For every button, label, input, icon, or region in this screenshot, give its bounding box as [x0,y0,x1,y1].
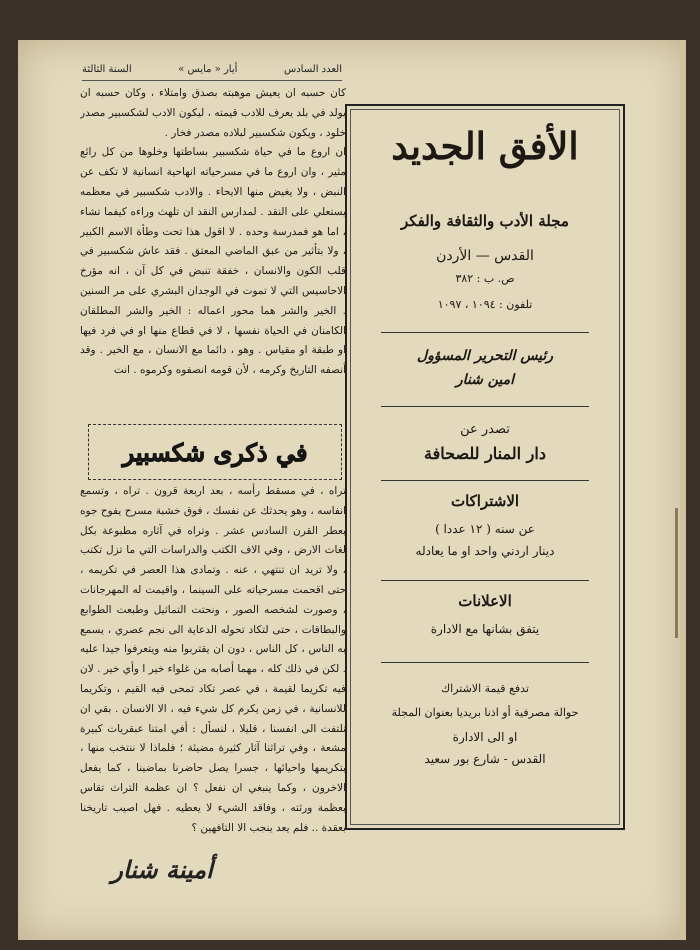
divider [381,580,589,581]
issue-number: العدد السادس [284,63,342,75]
payment-line: تدفع قيمة الاشتراك [441,682,529,695]
ads-text: يتفق بشانها مع الادارة [430,622,540,636]
magazine-title: الأفق الجديد [391,124,579,168]
payment-line: او الى الادارة [452,730,518,744]
masthead-box [345,104,625,830]
payment-line: القدس - شارع بور سعيد [424,752,546,766]
divider [381,662,589,663]
article-column-bottom [80,482,346,842]
editor-name: امين شنار [455,372,515,388]
article-title-box [88,424,342,480]
article-column-top [80,84,346,422]
ads-title: الاعلانات [458,592,512,610]
published-by-label: تصدر عن [460,422,510,437]
publisher-name: دار المنار للصحافة [424,444,546,463]
issue-year: السنة الثالثة [82,63,132,75]
issue-header [82,58,342,81]
issue-date: أيار « مايس » [178,63,238,75]
article-paragraph: تراه ، في مسقط رأسه ، بعد اربعة قرون . تراه ، وتسمع انفاسه ، وهو يحدثك عن نفسك ، فوق خشبة مسرح يفوح جوه بعطر القرن السادس عشر . وتراه في آثاره مطبوعة بكل لغات الارض ، وفي الاف الكتب والدراسات التي ما تزل تكتب ، ولا تريد ان تنتهي ، عنه . وتمادى هذا العصر في تكريمه ، حتى اقحمت مسرحياته على السينما ، واقيمت له المهرجانات ، وصورت لشخصه الصور ، ونحتت التماثيل وطبعت الطوابع والبطاقات ، حتى لتكاد تحوله الدعاية الى نجم عصري ، يسمع به الناس ، كل الناس ، دون ان يقتربوا منه ويتعرفوا جيدا عليه . لكن في ذلك كله ، مهما أصابه من غلواء خير ا وأي خير . لان فيه تكريما لقيمة ، في عصر تكاد تمحى فيه القيم ، وتكريما للانسانية ، في زمن يكرم كل شيء فيه ، الا الانسان . بقي ان نلتفت الى انفسنا ، قليلا ، لنسأل : أفي امتنا عبقريات كبيرة مشعة ، وفي تراثنا آثار كثيرة مضيئة ؛ فلماذا لا ننتخب منها ، بتكريمها واحيائها ، جسرا يصل حاضرنا بماضينا ، كما يفعل الاخرون ، وكما ينبغي ان نفعل ؟ ان عظمة التراث تقاس بعظمة ورثته ، وفاقد الشيء لا يعطيه . فهل اصيب تاريخنا بعقدة .. فلم يعد ينجب الا التافهين ؟ [80,485,346,834]
subscriptions-price: دينار اردني واحد او ما يعادله [415,544,555,558]
city-line: القدس — الأردن [436,248,534,264]
editor-label: رئيس التحرير المسؤول [416,348,554,364]
divider [381,406,589,407]
author-signature: أمينة شنار [111,854,213,884]
phone-line: تلفون : ١٠٩٤ ، ١٠٩٧ [437,298,533,311]
divider [381,332,589,333]
article-paragraph: ان اروع ما في حياة شكسبير بساطتها وخلوها من كل رائع مثير ، وان اروع ما في مسرحياته انهاحية انسانية لا تكف عن النبض ، ولا يغيض منها الايحاء . والادب شكسبير في معظمه يستعلي على النقد . لمدارس النقد ان تلهث وراءه كيفما تشاء ، اما هو فمدرسة وحده . لا اقول هذا تحت وطأة الاسم الكبير ، ولا بتأثير من عبق الماضي المعتق . فقد عاش شكسبير في قلب الكون والانسان ، خفقة تنبض في كل آن ، انه مؤرخ الاحاسيس التي لا تموت في الوجدان البشري على مر السنين . الخير والشر هما محور اعماله : الخير والشر المطلقان الكامنان في الحياة نفسها ، لا في قطاع منها او في فرد فيها او طبقة او مقياس . وهو ، دائما مع الانسان ، مع الخير . وقد أنصفه التاريخ وكرمه ، لأن قومه انصفوه وكرموه . انت [80,146,346,377]
subscriptions-detail: عن سنه ( ١٢ عددا ) [435,522,535,536]
article-paragraph: كان حسبه ان يعيش موهبته بصدق وامتلاء ، وكان حسبه ان يولد في بلد يعرف للادب قيمته ، ليكون الادب لشكسبير مصدر خلود ، ويكون شكسبير لبلاده مصدر فخار . [80,87,346,139]
magazine-subtitle: مجلة الأدب والثقافة والفكر [401,212,569,230]
article-title: في ذكرى شكسبير [122,437,308,467]
subscriptions-title: الاشتراكات [450,492,520,510]
pobox-line: ص. ب : ٣٨٢ [455,272,515,285]
payment-line: حوالة مصرفية أو اذنا بريديا بعنوان المجلة [391,706,579,719]
binding-mark [675,508,678,638]
divider [381,480,589,481]
